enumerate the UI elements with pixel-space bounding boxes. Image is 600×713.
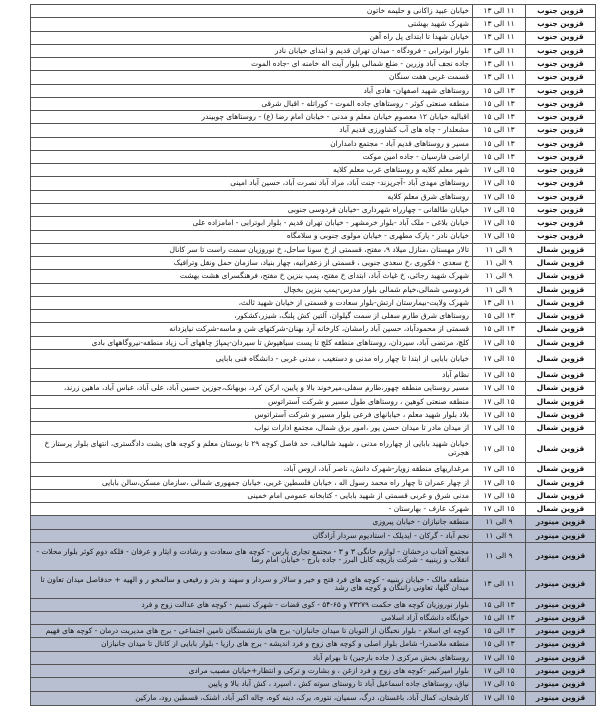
region-cell: قزوین شمال [525, 463, 595, 475]
time-cell: ۱۵ الی ۱۷ [472, 652, 525, 664]
time-cell: ۱۵ الی ۱۷ [472, 350, 525, 368]
time-cell: ۹ الی ۱۱ [472, 530, 525, 542]
table-row [31, 692, 595, 705]
table-row [31, 217, 595, 230]
area-cell: خیابان شهید بابایی از چهارراه مدنی ، شهید شالباف، حد فاصل کوچه ۲۹ تا بوستان معلم و کوچه های پشت دادگستری، انتهای بلوار پرستار خ هجرتی [44, 439, 469, 457]
time-cell: ۱۵ الی ۱۷ [472, 409, 525, 421]
table-row [31, 58, 595, 71]
region-cell: قزوین شمال [525, 490, 595, 502]
area-cell: منطقه صنعتی کوثر - روستاهای جاده الموت - کوراتله - اقبال شرقی [261, 98, 469, 108]
time-cell: ۱۳ الی ۱۵ [472, 111, 525, 123]
table-row [31, 382, 595, 395]
area-cell: روستاهای شهید اصفهان- هادی آباد [363, 85, 469, 95]
table-row [31, 177, 595, 190]
time-cell: ۱۵ الی ۱۷ [472, 337, 525, 349]
region-cell: قزوین شمال [525, 382, 595, 394]
region-cell: قزوین جنوب [525, 5, 595, 17]
region-cell: قزوین مینودر [525, 678, 595, 690]
area-cell: اراضی فارسیان - جاده امین موکت [362, 151, 469, 161]
region-cell: قزوین مینودر [525, 612, 595, 624]
area-cell: از میدان مادر تا میدان حسن پور ،امور برق شمال، مجتمع ادارات نواب [254, 423, 469, 433]
table-row [31, 323, 595, 336]
time-cell: ۱۳ الی ۱۵ [472, 612, 525, 624]
area-cell: خ سعدی - فکوری ،خ سعدی جنوبی ، قسمتی از زعفرانیه، چهار بنیاد، سازمان حمل ونقل وترافیک [173, 257, 469, 267]
region-cell: قزوین جنوب [525, 71, 595, 83]
region-cell: قزوین جنوب [525, 204, 595, 216]
time-cell: ۹ الی ۱۱ [472, 516, 525, 528]
table-row [31, 396, 595, 409]
area-cell: منطقه مالک - خیابان زینبیه - کوچه های فرد فتح و خیر و سالار و سردار و سهند و بدر و رفیعی و سالمخو ر و الهیه + حدفاصل میدان تعاون تا میدان گلها، تعاونی راننگان و کوچه های رشد [40, 574, 469, 593]
region-cell: قزوین جنوب [525, 124, 595, 136]
area-cell: تالار مهستان ،منازل میلاد ۹، مفتح، قسمتی از خ سونا ساحل، خ نوروزیان سمت راست تا سر کانال [169, 244, 469, 254]
table-row [31, 350, 595, 369]
region-cell: قزوین مینودر [525, 571, 595, 598]
area-cell: از چهار عمران تا چهار راه محمد رسول اله ، خیابان فلسطین غربی، خیابان جمهوری شمالی ،سازمان مسکن،سالن بابایی [101, 477, 469, 487]
region-cell: قزوین شمال [525, 323, 595, 335]
table-row [31, 612, 595, 625]
table-row [31, 85, 595, 98]
time-cell: ۱۳ الی ۱۵ [472, 310, 525, 322]
area-cell: مسیر و روستاهای قدیم آباد - مجتمع دامداران [330, 138, 469, 148]
table-row [31, 422, 595, 435]
area-cell: روستاهای مهدی آباد -آجرپزند- جنت آباد، مراد آباد نصرت آباد، حسین آباد امینی [230, 178, 469, 188]
area-cell: شهرک عارف - بهارستان - [388, 504, 469, 514]
table-row [31, 369, 595, 382]
time-cell: ۱۱ الی ۱۳ [472, 45, 525, 57]
area-cell: خیابان بلاغی - ملک آباد -بلوار خرمشهر - خیابان تهران قدیم - بلوار ابوترابی - امامزاده علی [192, 218, 469, 228]
time-cell: ۱۳ الی ۱۵ [472, 98, 525, 110]
region-cell: قزوین جنوب [525, 18, 595, 30]
table-row [31, 543, 595, 571]
area-cell: خیابان نادر - پارک مطهری - خیابان مولوی جنوبی و سلامگاه [286, 231, 469, 241]
table-row [31, 435, 595, 463]
area-cell: شهرک شهید بهشتی [407, 19, 469, 29]
time-cell: ۱۵ الی ۱۷ [472, 396, 525, 408]
time-cell: ۱۵ الی ۱۷ [472, 369, 525, 381]
area-cell: کوچه ای اسلام - بلوار نخبگان از التوبان تا میدان جانبازان- برج های بازنشستگان تامین اجتماعی - برج های مدیریت درمان - کوچه های فهیم [45, 626, 469, 636]
region-cell: قزوین شمال [525, 409, 595, 421]
table-row [31, 638, 595, 651]
region-cell: قزوین مینودر [525, 543, 595, 570]
area-cell: قسمت غربی هفت سنگان [389, 72, 469, 82]
region-cell: قزوین مینودر [525, 692, 595, 705]
region-cell: قزوین شمال [525, 350, 595, 368]
time-cell: ۱۵ الی ۱۷ [472, 692, 525, 705]
time-cell: ۱۱ الی ۱۳ [472, 71, 525, 83]
region-cell: قزوین مینودر [525, 625, 595, 637]
table-row [31, 151, 595, 164]
time-cell: ۱۳ الی ۱۵ [472, 625, 525, 637]
time-cell: ۹ الی ۱۱ [472, 257, 525, 269]
table-row [31, 297, 595, 310]
time-cell: ۱۳ الی ۱۵ [472, 638, 525, 650]
time-cell: ۱۵ الی ۱۷ [472, 164, 525, 176]
region-cell: قزوین جنوب [525, 45, 595, 57]
time-cell: ۱۵ الی ۱۷ [472, 435, 525, 462]
time-cell: ۱۱ الی ۱۳ [472, 18, 525, 30]
table-row [31, 18, 595, 31]
area-cell: بلوار ابوترابی - فرودگاه - میدان تهران قدیم و ابتدای خیابان نادر [274, 45, 469, 55]
region-cell: قزوین جنوب [525, 191, 595, 203]
time-cell: ۱۵ الی ۱۷ [472, 503, 525, 515]
time-cell: ۱۵ الی ۱۷ [472, 231, 525, 243]
area-cell: شهرک ولایت-بیمارستان ارتش-بلوار سعادت و قسمتی از خیابان شهید ثالث، [238, 297, 469, 307]
table-row [31, 530, 595, 543]
region-cell: قزوین جنوب [525, 231, 595, 243]
table-row [31, 257, 595, 270]
region-cell: قزوین مینودر [525, 665, 595, 677]
table-row [31, 164, 595, 177]
area-cell: خیابان شهدا تا ابتدای پل راه آهن [369, 32, 469, 42]
time-cell: ۱۵ الی ۱۷ [472, 382, 525, 394]
table-row [31, 124, 595, 137]
area-cell: نیاق، روستاهای جاده اسماعیل آباد تا روستای سوته کش ، اسپرد ، کش آباد بالا و پایین [207, 679, 469, 689]
region-cell: قزوین شمال [525, 337, 595, 349]
region-cell: قزوین مینودر [525, 652, 595, 664]
table-row [31, 337, 595, 350]
time-cell: ۹ الی ۱۱ [472, 543, 525, 570]
region-cell: قزوین شمال [525, 396, 595, 408]
time-cell: ۱۳ الی ۱۵ [472, 599, 525, 611]
table-row [31, 678, 595, 691]
area-cell: منطقه صنعتی کوهین ، روستاهای طول مسیر و شرکت آستراتوس [268, 396, 469, 406]
time-cell: ۱۵ الی ۱۷ [472, 204, 525, 216]
outage-schedule-table [30, 4, 596, 706]
time-cell: ۹ الی ۱۱ [472, 270, 525, 282]
time-cell: ۱۳ الی ۱۵ [472, 85, 525, 97]
time-cell: ۱۵ الی ۱۷ [472, 191, 525, 203]
area-cell: خیابان عبید زاکانی و حلیمه خاتون [366, 5, 469, 15]
table-row [31, 45, 595, 58]
region-cell: قزوین جنوب [525, 151, 595, 163]
time-cell: ۱۵ الی ۱۷ [472, 177, 525, 189]
time-cell: ۹ الی ۱۱ [472, 284, 525, 296]
area-cell: شهر معلم کلایه و روستاهای غرب معلم کلایه [332, 165, 469, 175]
area-cell: خیابان طالقانی - چهارراه شهرداری -خیابان فردوسی جنوبی [287, 204, 469, 214]
area-cell: بلوار امیرکبیر -کوچه های زوج و فرد ازغن ، و بشارت و ترکی و انتظار+خیابان مصیب مرادی [188, 665, 469, 675]
region-cell: قزوین جنوب [525, 111, 595, 123]
table-row [31, 463, 595, 476]
time-cell: ۱۳ الی ۱۵ [472, 151, 525, 163]
area-cell: شهرک شهید رجائی، خ غیاث آباد، ابتدای خ مفتح، پمپ بنزین خ مفتح، فرهنگسرای هشت بهشت [179, 271, 469, 281]
time-cell: ۱۱ الی ۱۳ [472, 5, 525, 17]
region-cell: قزوین مینودر [525, 638, 595, 650]
table-row [31, 191, 595, 204]
area-cell: مجتمع آفتاب درخشان - لوازم خانگی ۳ و ۳ - مجتمع تجاری پارس - کوچه های سعادت و رشادت و ایثار و عرفان - فلکه دوم کوثر بلوار محلات - انقلاب و زینبیه - شرکت بازیچه کابل البرز - جاده بارج - خیابان امام رضا [36, 546, 469, 565]
region-cell: قزوین مینودر [525, 599, 595, 611]
table-row [31, 204, 595, 217]
area-cell: روستاهای شرق طارم سفلی از سمت گیلوان، آلتین کش پلنگ، شیزر،کشکور، [234, 311, 469, 321]
time-cell: ۱۳ الی ۱۵ [472, 138, 525, 150]
time-cell: ۱۱ الی ۱۳ [472, 297, 525, 309]
region-cell: قزوین مینودر [525, 530, 595, 542]
region-cell: قزوین شمال [525, 369, 595, 381]
table-row [31, 32, 595, 45]
region-cell: قزوین جنوب [525, 58, 595, 70]
region-cell: قزوین جنوب [525, 164, 595, 176]
area-cell: منطقه جانبازان - خیابان پیروزی [372, 517, 469, 527]
area-cell: جاده نجف آباد وزرین - ضلع شمالی بلوار آیت اله خامنه ای -جاده الموت [251, 58, 469, 68]
area-cell: منطقه ملاصدرا- شامل بلوار اصلی و کوچه های زوج و فرد اندیشه - برج های رازیا - بلوار بابایی از کانال تا میدان جانبازان [101, 639, 469, 649]
region-cell: قزوین جنوب [525, 217, 595, 229]
table-row [31, 652, 595, 665]
table-row [31, 516, 595, 529]
region-cell: قزوین شمال [525, 503, 595, 515]
region-cell: قزوین شمال [525, 477, 595, 489]
time-cell: ۹ الی ۱۱ [472, 244, 525, 256]
region-cell: قزوین شمال [525, 297, 595, 309]
region-cell: قزوین شمال [525, 435, 595, 462]
area-cell: اقبالیه خیابان ۱۲ معصوم خیابان معلم و مدنی - خیابان امام رضا (ع) - روستاهای چوبیندر [201, 112, 469, 122]
region-cell: قزوین شمال [525, 270, 595, 282]
table-row [31, 310, 595, 323]
table-row [31, 599, 595, 612]
table-row [31, 503, 595, 516]
region-cell: قزوین شمال [525, 257, 595, 269]
table-row [31, 5, 595, 18]
region-cell: قزوین جنوب [525, 138, 595, 150]
area-cell: خوابگاه دانشگاه آزاد اسلامی [381, 612, 469, 622]
time-cell: ۱۵ الی ۱۷ [472, 477, 525, 489]
table-row [31, 490, 595, 503]
area-cell: خیابان بابایی از ابتدا تا چهار راه مدنی و دستغیب ، مدنی غربی - دانشگاه فنی بابایی [215, 353, 469, 363]
time-cell: ۱۱ الی ۱۳ [472, 32, 525, 44]
area-cell: قسمتی از محمودآباد، حسین آباد رامشان، کارخانه آرد بهنان-شرکتهای شن و ماسه-شرکت نیایزدانه [169, 324, 469, 334]
table-row [31, 71, 595, 84]
region-cell: قزوین جنوب [525, 32, 595, 44]
time-cell: ۱۳ الی ۱۵ [472, 323, 525, 335]
area-cell: مرغداریهای منطقه زویار-شهرک دانش، ناصر آباد، اروس آباد، [283, 464, 469, 474]
area-cell: کارشجان، کمال آباد، باغستان، درگ، سمیان، نتوره، یرک، دینه کوه، چاله اکبر آباد، اشنک، قسطین رود، مارکین [135, 692, 469, 702]
area-cell: روستاهای بخش مرکزی ( جاده بارجین) تا بهرام آباد [312, 652, 469, 662]
region-cell: قزوین شمال [525, 422, 595, 434]
table-row [31, 270, 595, 283]
table-row [31, 244, 595, 257]
time-cell: ۱۵ الی ۱۷ [472, 490, 525, 502]
time-cell: ۱۱ الی ۱۳ [472, 571, 525, 598]
time-cell: ۱۵ الی ۱۷ [472, 463, 525, 475]
table-row [31, 138, 595, 151]
region-cell: قزوین جنوب [525, 85, 595, 97]
area-cell: مسیر روستایی منطقه چهور،طارم سفلی،میرخوند بالا و پایین، ارکن کرد، بوبهانک،جوزین حسین آباد، علی آباد، عباس آباد، ماهین زرند، [63, 383, 469, 393]
region-cell: قزوین شمال [525, 284, 595, 296]
time-cell: ۱۳ الی ۱۵ [472, 124, 525, 136]
area-cell: مدنی شرق و غربی قسمتی از شهید بابایی - کتابخانه عمومی امام خمینی [247, 490, 469, 500]
table-row [31, 98, 595, 111]
region-cell: قزوین جنوب [525, 98, 595, 110]
area-cell: روستاهای شرق معلم کلایه [387, 191, 469, 201]
area-cell: بلاد بلوار شهید معلم ، خیابانهای فرعی بلوار مسیر و شرکت آستراتوس [254, 409, 469, 419]
region-cell: قزوین شمال [525, 244, 595, 256]
table-row [31, 477, 595, 490]
region-cell: قزوین شمال [525, 310, 595, 322]
area-cell: فردوسی شمالی،خیام شمالی بلوار مدرس-پمپ بنزین بخچال [283, 284, 469, 294]
area-cell: کلچ، مرتضی آباد، سیردان، روستاهای منطقه کلچ تا پست سیاهپوش تا سیردان-پمپاژ چاههای آب زیاد منطقه-نیروگاههای بادی [91, 337, 469, 347]
table-row [31, 665, 595, 678]
time-cell: ۱۵ الی ۱۷ [472, 678, 525, 690]
table-row [31, 409, 595, 422]
time-cell: ۱۵ الی ۱۷ [472, 217, 525, 229]
time-cell: ۱۵ الی ۱۷ [472, 422, 525, 434]
table-row [31, 625, 595, 638]
area-cell: بلوار نوروزیان کوچه های حکمت ۷۳۲۷۹ و ۶۵-۵۴ - کوی قضات - شهرک نسیم - کوچه های عدالت زوج و فرد [141, 599, 469, 609]
area-cell: نظام آباد [442, 370, 469, 380]
table-row [31, 111, 595, 124]
region-cell: قزوین جنوب [525, 177, 595, 189]
table-row [31, 284, 595, 297]
table-row [31, 571, 595, 599]
table-row [31, 231, 595, 244]
region-cell: قزوین مینودر [525, 516, 595, 528]
time-cell: ۱۱ الی ۱۳ [472, 58, 525, 70]
time-cell: ۱۵ الی ۱۷ [472, 665, 525, 677]
area-cell: نجم آباد - گرکان - ایدیلک - استادیوم سردار آزادگان [312, 530, 469, 540]
area-cell: مشعلدار - چاه های آب کشاورزی قدیم آباد [339, 125, 469, 135]
